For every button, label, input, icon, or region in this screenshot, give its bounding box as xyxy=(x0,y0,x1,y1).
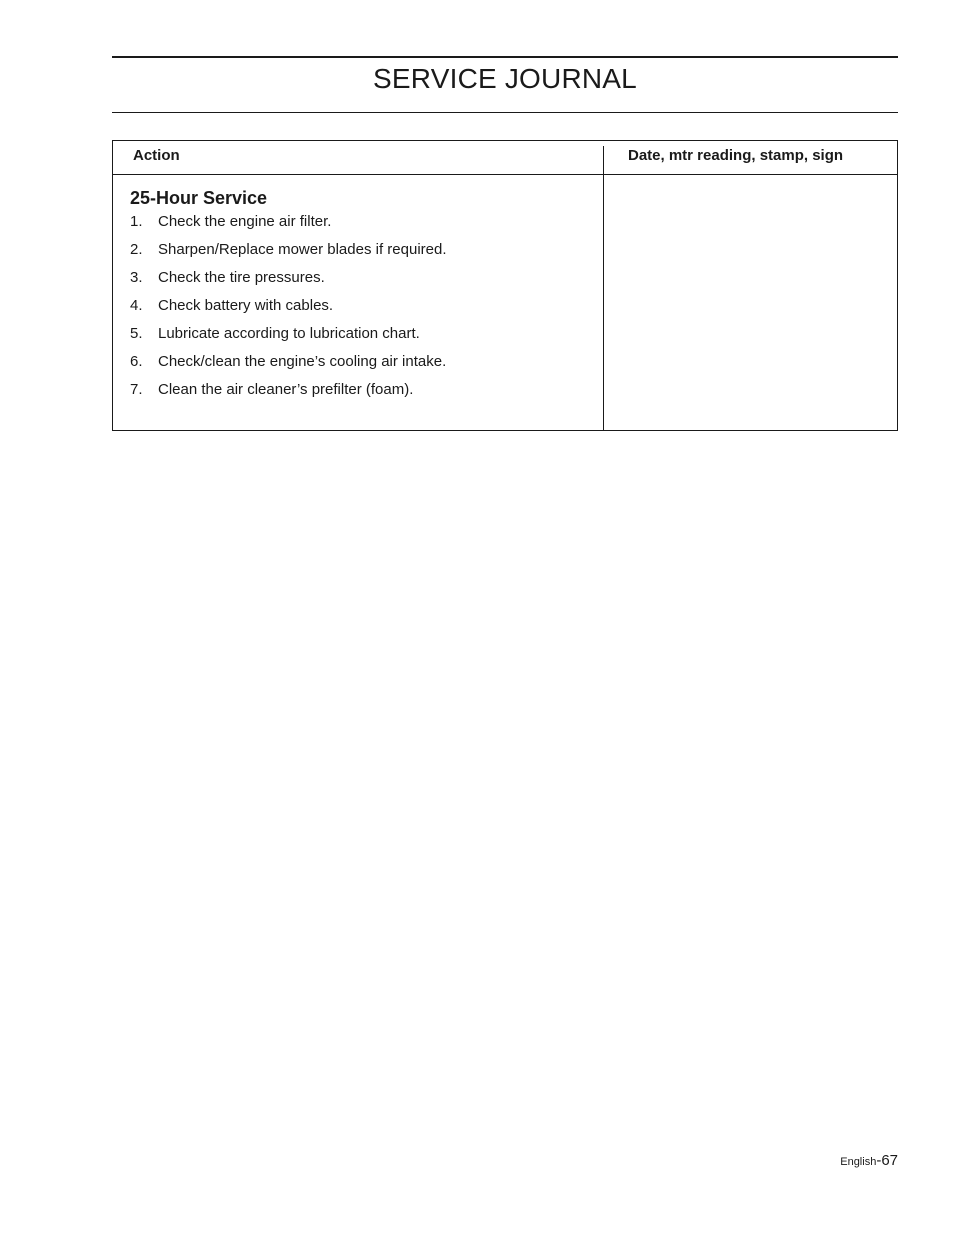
table-header-row xyxy=(113,141,897,175)
footer-language: English xyxy=(840,1156,877,1168)
list-item xyxy=(130,269,447,297)
page-number: 67 xyxy=(881,1152,898,1169)
task-list xyxy=(130,213,447,409)
column-divider-body xyxy=(603,175,604,430)
task-text: Lubricate according to lubrication chart. xyxy=(158,325,420,342)
service-journal-table xyxy=(112,140,898,431)
list-item xyxy=(130,353,447,381)
task-number: 3. xyxy=(130,269,143,286)
column-divider xyxy=(603,146,604,174)
top-rule xyxy=(112,56,898,58)
footer-separator: - xyxy=(876,1152,882,1169)
list-item xyxy=(130,213,447,241)
title-bottom-rule xyxy=(112,112,898,113)
task-number: 5. xyxy=(130,325,143,342)
task-number: 2. xyxy=(130,241,143,258)
task-text: Clean the air cleaner’s prefilter (foam). xyxy=(158,381,414,398)
task-text: Check the engine air filter. xyxy=(158,213,332,230)
task-text: Check battery with cables. xyxy=(158,297,334,314)
column-header-action: Action xyxy=(133,147,180,164)
section-title: 25-Hour Service xyxy=(130,188,268,208)
list-item xyxy=(130,381,447,409)
task-text: Check/clean the engine’s cooling air intake. xyxy=(158,353,447,370)
task-number: 6. xyxy=(130,353,143,370)
task-number: 4. xyxy=(130,297,143,314)
task-number: 7. xyxy=(130,381,143,398)
list-item xyxy=(130,325,447,353)
list-item xyxy=(130,241,447,269)
task-text: Check the tire pressures. xyxy=(158,269,325,286)
task-number: 1. xyxy=(130,213,143,230)
page-title: SERVICE JOURNAL xyxy=(373,63,637,94)
page-footer xyxy=(840,1152,898,1169)
list-item xyxy=(130,297,447,325)
column-header-record: Date, mtr reading, stamp, sign xyxy=(628,147,844,164)
task-text: Sharpen/Replace mower blades if required. xyxy=(158,241,447,258)
